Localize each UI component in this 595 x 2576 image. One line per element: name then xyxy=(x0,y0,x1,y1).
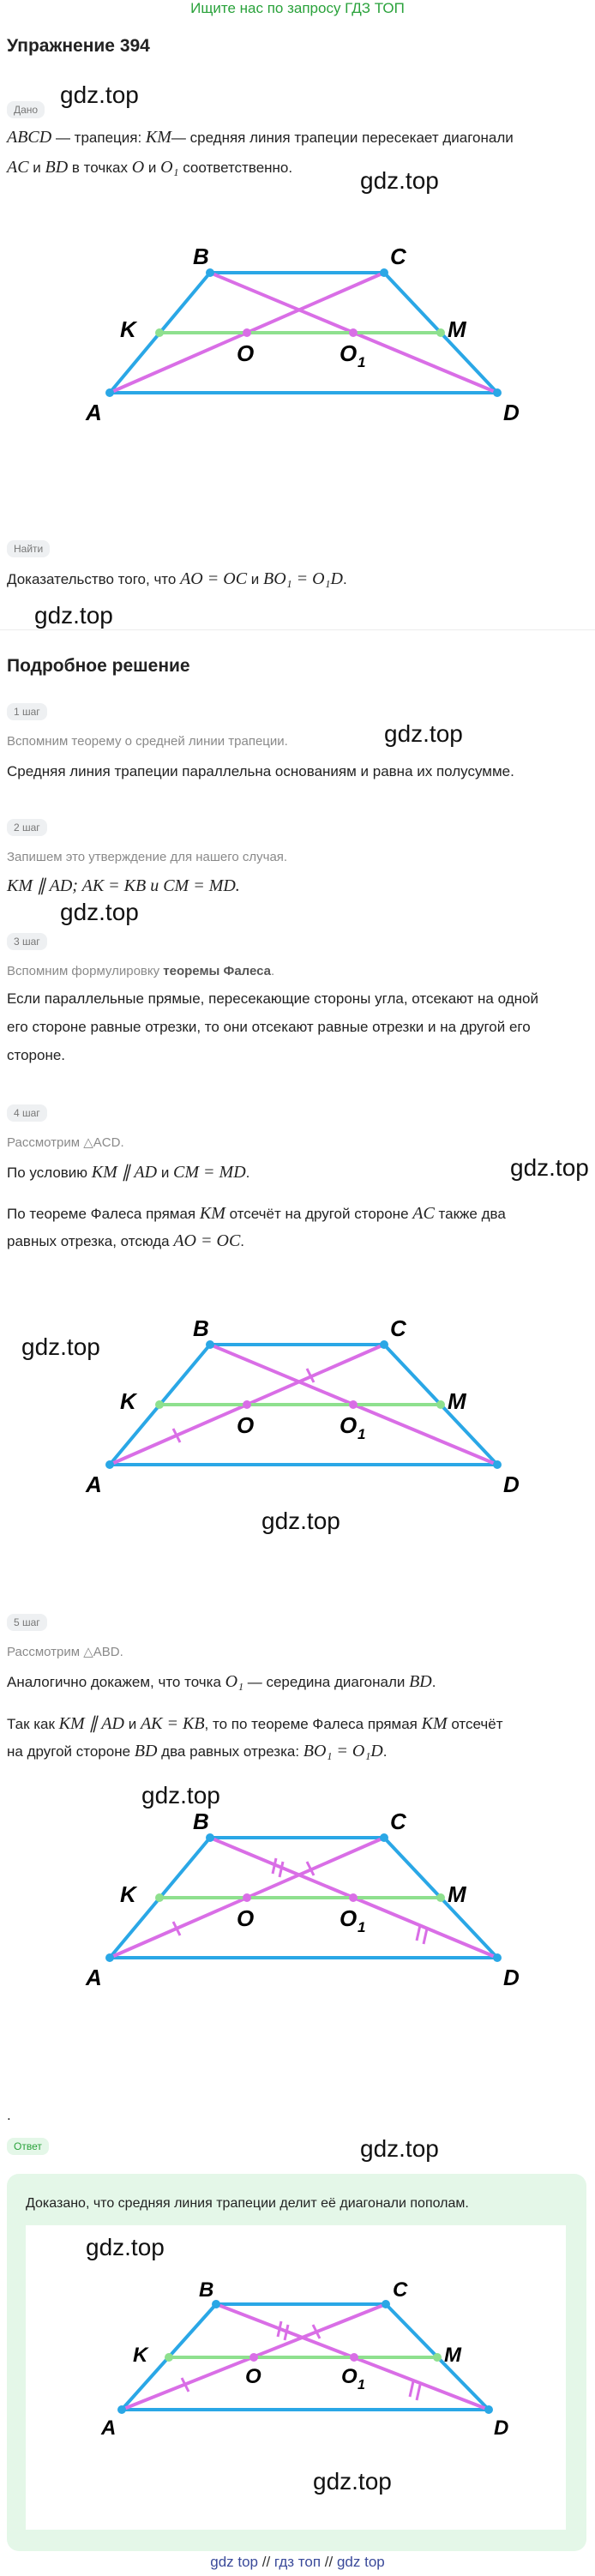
watermark: gdz.top xyxy=(384,720,463,747)
step-4-line-3: равных отрезка, отсюда AO = OC. xyxy=(7,1231,245,1250)
step-1-hint: Вспомним теорему о средней линии трапеции. xyxy=(7,734,288,749)
step-4-badge: 4 шаг xyxy=(7,1104,47,1122)
given-line-1: ABCD — трапеция: KM— средняя линия трапеции пересекает диагонали xyxy=(7,128,514,147)
solution-title: Подробное решение xyxy=(7,656,190,676)
footer-link-2[interactable]: гдз топ xyxy=(273,2554,322,2570)
label-o1: O xyxy=(340,340,358,366)
label-d: D xyxy=(503,1472,520,1497)
label-o1-sub: 1 xyxy=(358,2378,365,2392)
step-3-badge: 3 шаг xyxy=(7,933,47,950)
label-o1-sub: 1 xyxy=(358,1426,366,1442)
label-b: B xyxy=(199,2278,214,2302)
label-c: C xyxy=(390,1809,406,1834)
footer-link-1[interactable]: gdz top xyxy=(210,2554,259,2570)
answer-badge: Ответ xyxy=(7,2138,49,2155)
step-3-line-1: Если параллельные прямые, пересекающие стороны угла, отсекают на одной xyxy=(7,990,538,1007)
label-k: K xyxy=(120,1881,136,1907)
step-3-line-3: стороне. xyxy=(7,1047,66,1063)
label-o1: O xyxy=(340,1412,358,1438)
label-a: A xyxy=(101,2417,117,2440)
label-m: M xyxy=(444,2344,461,2367)
step-4-line-1: По условию KM ∥ AD и CM = MD. xyxy=(7,1163,250,1182)
step-2-badge: 2 шаг xyxy=(7,819,47,836)
find-text: Доказательство того, что AO = OC и BO₁ = O₁D. xyxy=(7,569,347,588)
step-1-text: Средняя линия трапеции параллельна основаниям и равна их полусумме. xyxy=(7,763,514,779)
watermark: gdz.top xyxy=(510,1154,589,1181)
step-4-line-2: По теореме Фалеса прямая KM отсечёт на другой стороне AC также два xyxy=(7,1204,506,1223)
label-b: B xyxy=(193,244,209,269)
label-o1: O xyxy=(340,1905,358,1931)
step-5-badge: 5 шаг xyxy=(7,1614,47,1631)
label-d: D xyxy=(503,400,520,425)
label-c: C xyxy=(390,1315,406,1341)
label-o: O xyxy=(237,1412,255,1438)
label-o: O xyxy=(237,340,255,366)
trapezoid-figure-answer xyxy=(94,2277,540,2448)
trapezoid-figure-1 xyxy=(77,240,540,437)
trapezoid-figure-3 xyxy=(77,1805,540,2002)
step-5-line-3: на другой стороне BD два равных отрезка: BO₁ = O₁D. xyxy=(7,1742,388,1760)
label-a: A xyxy=(86,400,102,425)
label-b: B xyxy=(193,1315,209,1341)
watermark: gdz.top xyxy=(34,602,113,629)
label-o1: O xyxy=(341,2365,358,2388)
label-b: B xyxy=(193,1809,209,1834)
search-link[interactable]: Ищите нас по запросу ГДЗ ТОП xyxy=(190,0,405,16)
given-badge: Дано xyxy=(7,101,45,118)
label-k: K xyxy=(133,2344,148,2367)
step-3-hint: Вспомним формулировку теоремы Фалеса. xyxy=(7,964,275,978)
trapezoid-figure-2 xyxy=(77,1312,540,1509)
divider xyxy=(0,629,595,630)
find-badge: Найти xyxy=(7,540,50,557)
watermark: gdz.top xyxy=(313,2468,392,2495)
answer-text: Доказано, что средняя линия трапеции делит её диагонали пополам. xyxy=(26,2196,469,2211)
step-5-line-1: Аналогично докажем, что точка O₁ — середина диагонали BD. xyxy=(7,1672,436,1691)
label-o: O xyxy=(245,2365,261,2388)
watermark: gdz.top xyxy=(360,2135,439,2162)
step-2-formula: KM ∥ AD; AK = KB и CM = MD. xyxy=(7,876,240,895)
watermark: gdz.top xyxy=(60,899,139,925)
label-m: M xyxy=(448,1881,466,1907)
watermark: gdz.top xyxy=(86,2234,165,2260)
step-5-line-2: Так как KM ∥ AD и AK = KB, то по теореме Фалеса прямая KM отсечёт xyxy=(7,1714,503,1733)
footer-link-3[interactable]: gdz top xyxy=(336,2554,385,2570)
footer-links: gdz top // гдз топ // gdz top xyxy=(210,2554,385,2570)
label-o1-sub: 1 xyxy=(358,354,366,370)
watermark: gdz.top xyxy=(60,81,139,108)
label-c: C xyxy=(390,244,406,269)
watermark: gdz.top xyxy=(21,1333,100,1360)
watermark: gdz.top xyxy=(360,167,439,194)
step-1-badge: 1 шаг xyxy=(7,703,47,720)
label-d: D xyxy=(494,2417,509,2440)
given-line-2: AC и BD в точках O и O₁ соответственно. xyxy=(7,158,293,177)
page-title: Упражнение 394 xyxy=(7,36,150,56)
label-m: M xyxy=(448,1388,466,1414)
label-k: K xyxy=(120,316,136,342)
watermark: gdz.top xyxy=(261,1508,340,1534)
label-o1-sub: 1 xyxy=(358,1919,366,1935)
step-5-hint: Рассмотрим △ABD. xyxy=(7,1645,123,1659)
watermark: gdz.top xyxy=(141,1782,220,1809)
step-2-hint: Запишем это утверждение для нашего случая. xyxy=(7,850,288,864)
label-a: A xyxy=(86,1965,102,1990)
label-k: K xyxy=(120,1388,136,1414)
label-m: M xyxy=(448,316,466,342)
step-3-line-2: его стороне равные отрезки, то они отсекают равные отрезки и на другой его xyxy=(7,1019,531,1035)
step-4-hint: Рассмотрим △ACD. xyxy=(7,1135,124,1150)
label-c: C xyxy=(393,2278,408,2302)
label-d: D xyxy=(503,1965,520,1990)
label-a: A xyxy=(86,1472,102,1497)
stray-dot: . xyxy=(7,2107,11,2123)
label-o: O xyxy=(237,1905,255,1931)
